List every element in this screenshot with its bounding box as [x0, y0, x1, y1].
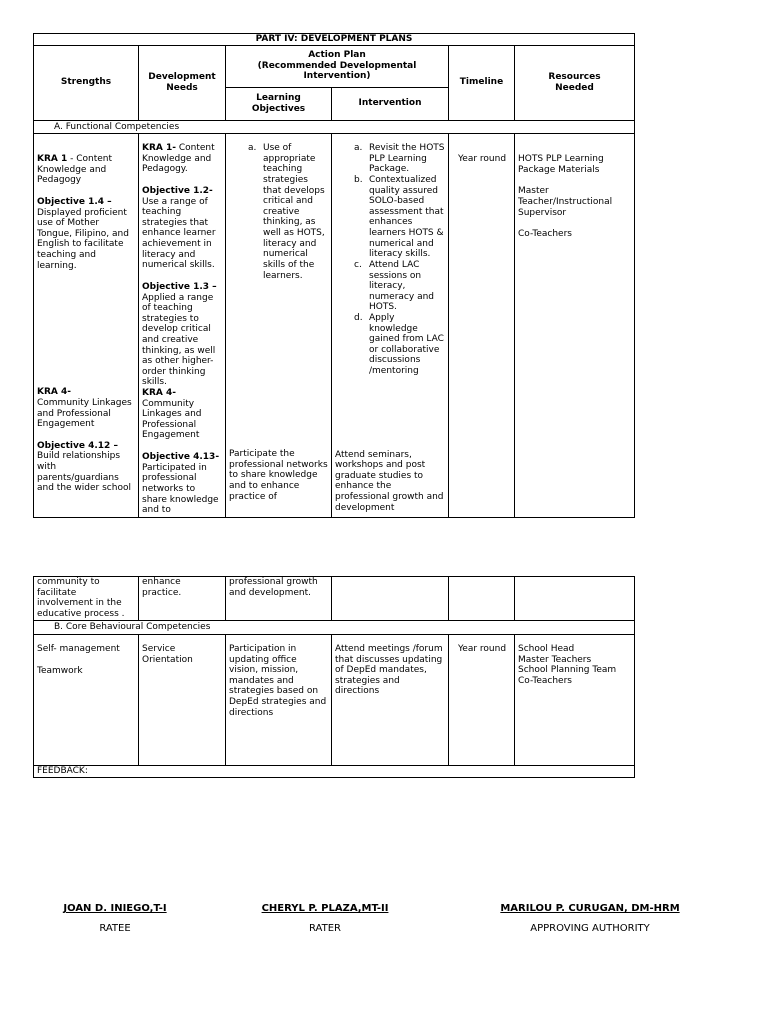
objective-1-2-label: Objective 1.2- [142, 186, 213, 197]
objective-4-12-label: Objective 4.12 – [37, 440, 118, 451]
list-marker: a. [354, 143, 363, 154]
list-item [335, 260, 445, 313]
section-functional-competencies: A. Functional Competencies [34, 120, 635, 134]
list-item [229, 143, 328, 281]
header-strengths: Strengths [34, 45, 139, 120]
needs-kra4-label: KRA 4- [142, 388, 177, 399]
resource-item: Master Teachers [518, 654, 592, 665]
needs-kra1-label: KRA 1- [142, 143, 177, 154]
approver-signature-block [480, 903, 700, 935]
continued-needs-cell: enhance practice. [139, 577, 226, 621]
network-objective-text: Participate the professional networks to share knowledge and to enhance practice of [229, 449, 328, 502]
objective-a-text: Use of appropriate teaching strategies that develops critical and creative thinking, as well as HOTS, literacy and numerical skills of the learners. [263, 143, 325, 281]
learning-objectives-cell [226, 134, 332, 518]
list-marker: c. [354, 259, 362, 270]
resource-item: School Planning Team [518, 665, 617, 676]
section-core-behavioural-competencies: B. Core Behavioural Competencies [34, 621, 635, 635]
continued-objectives-cell: professional growth and development. [226, 577, 332, 621]
resource-item: School Head [518, 644, 575, 655]
rater-name: CHERYL P. PLAZA,MT-II [261, 903, 389, 914]
list-marker: d. [354, 312, 363, 323]
core-intervention-cell: Attend meetings /forum that discusses updating of DepEd mandates, strategies and directions [332, 635, 449, 766]
core-strength-item: Teamwork [37, 665, 83, 676]
intervention-item-text: Revisit the HOTS PLP Learning Package. [369, 143, 445, 175]
timeline-text: Year round [458, 154, 507, 165]
intervention-item-text: Attend LAC sessions on literacy, numeracy and HOTS. [369, 259, 434, 313]
kra4-text: Community Linkages and Professional Engagement [37, 397, 132, 430]
objective-4-13-label: Objective 4.13- [142, 452, 220, 463]
table-title: PART IV: DEVELOPMENT PLANS [34, 34, 635, 46]
core-needs-cell: Service Orientation [139, 635, 226, 766]
kra1-text: - Content Knowledge and Pedagogy [37, 154, 113, 186]
list-marker: b. [354, 175, 363, 186]
intervention-item-text: Contextualized quality assured SOLO-based assessment that enhances learners HOTS & numerical and literacy skills. [369, 175, 444, 260]
objective-1-3-label: Objective 1.3 – [142, 281, 217, 292]
feedback-row: FEEDBACK: [34, 766, 635, 778]
approver-role: APPROVING AUTHORITY [530, 922, 650, 934]
core-timeline-cell: Year round [449, 635, 515, 766]
continued-timeline-cell [449, 577, 515, 621]
ratee-signature-block [40, 903, 190, 935]
objective-4-12-text: Build relationships with parents/guardians and the wider school [37, 451, 131, 494]
header-development-needs: Development Needs [139, 45, 226, 120]
resource-item: HOTS PLP Learning Package Materials [518, 154, 604, 175]
resource-item: Co-Teachers [518, 229, 572, 240]
ratee-role: RATEE [99, 922, 131, 934]
resources-cell [515, 134, 635, 518]
header-action-plan: Action Plan (Recommended Developmental Intervention) [226, 45, 449, 87]
objective-1-2-text: Use a range of teaching strategies that enhance learner achievement in literacy and numerical skills. [142, 196, 216, 271]
core-strength-item: Self- management [37, 644, 120, 655]
kra1-label: KRA 1 [37, 154, 68, 165]
list-item [335, 313, 445, 377]
development-needs-cell [139, 134, 226, 518]
header-timeline: Timeline [449, 45, 515, 120]
objective-1-4-label: Objective 1.4 – [37, 197, 112, 208]
continued-strengths-cell: community to facilitate involvement in the educative process . [34, 577, 139, 621]
core-strengths-cell [34, 635, 139, 766]
header-resources-needed: Resources Needed [515, 45, 635, 120]
header-intervention: Intervention [332, 87, 449, 120]
timeline-cell [449, 134, 515, 518]
rater-role: RATER [309, 922, 341, 934]
needs-kra1-text: Content Knowledge and Pedagogy. [142, 143, 215, 175]
resource-item: Master Teacher/Instructional Supervisor [518, 186, 613, 218]
needs-kra4-text: Community Linkages and Professional Engagement [142, 398, 202, 441]
list-marker: a. [248, 143, 257, 154]
development-plan-table [33, 33, 635, 518]
development-plan-table-continued [33, 576, 635, 778]
list-item [335, 175, 445, 260]
seminar-intervention-text: Attend seminars, workshops and post graduate studies to enhance the professional growth and development [335, 449, 444, 513]
intervention-cell [332, 134, 449, 518]
core-objectives-cell: Participation in updating office vision, mission, mandates and strategies based on DepEd strategies and directions [226, 635, 332, 766]
core-resources-cell [515, 635, 635, 766]
intervention-list [335, 143, 445, 376]
kra4-label: KRA 4- [37, 387, 72, 398]
list-item [335, 143, 445, 175]
objectives-list [229, 143, 328, 281]
strengths-cell [34, 134, 139, 518]
continued-resources-cell [515, 577, 635, 621]
objective-1-4-text: Displayed proficient use of Mother Tongue, Filipino, and English to facilitate teaching and learning. [37, 207, 129, 271]
intervention-item-text: Apply knowledge gained from LAC or collaborative discussions /mentoring [369, 312, 444, 377]
continued-intervention-cell [332, 577, 449, 621]
rater-signature-block [230, 903, 420, 935]
ratee-name: JOAN D. INIEGO,T-I [63, 903, 167, 914]
objective-1-3-text: Applied a range of teaching strategies to develop critical and creative thinking, as well as other higher-order thinking skills. [142, 292, 216, 388]
header-learning-objectives: Learning Objectives [226, 87, 332, 120]
approver-name: MARILOU P. CURUGAN, DM-HRM [500, 903, 680, 914]
resource-item: Co-Teachers [518, 675, 572, 686]
objective-4-13-text: Participated in professional networks to share knowledge and to [142, 462, 219, 516]
